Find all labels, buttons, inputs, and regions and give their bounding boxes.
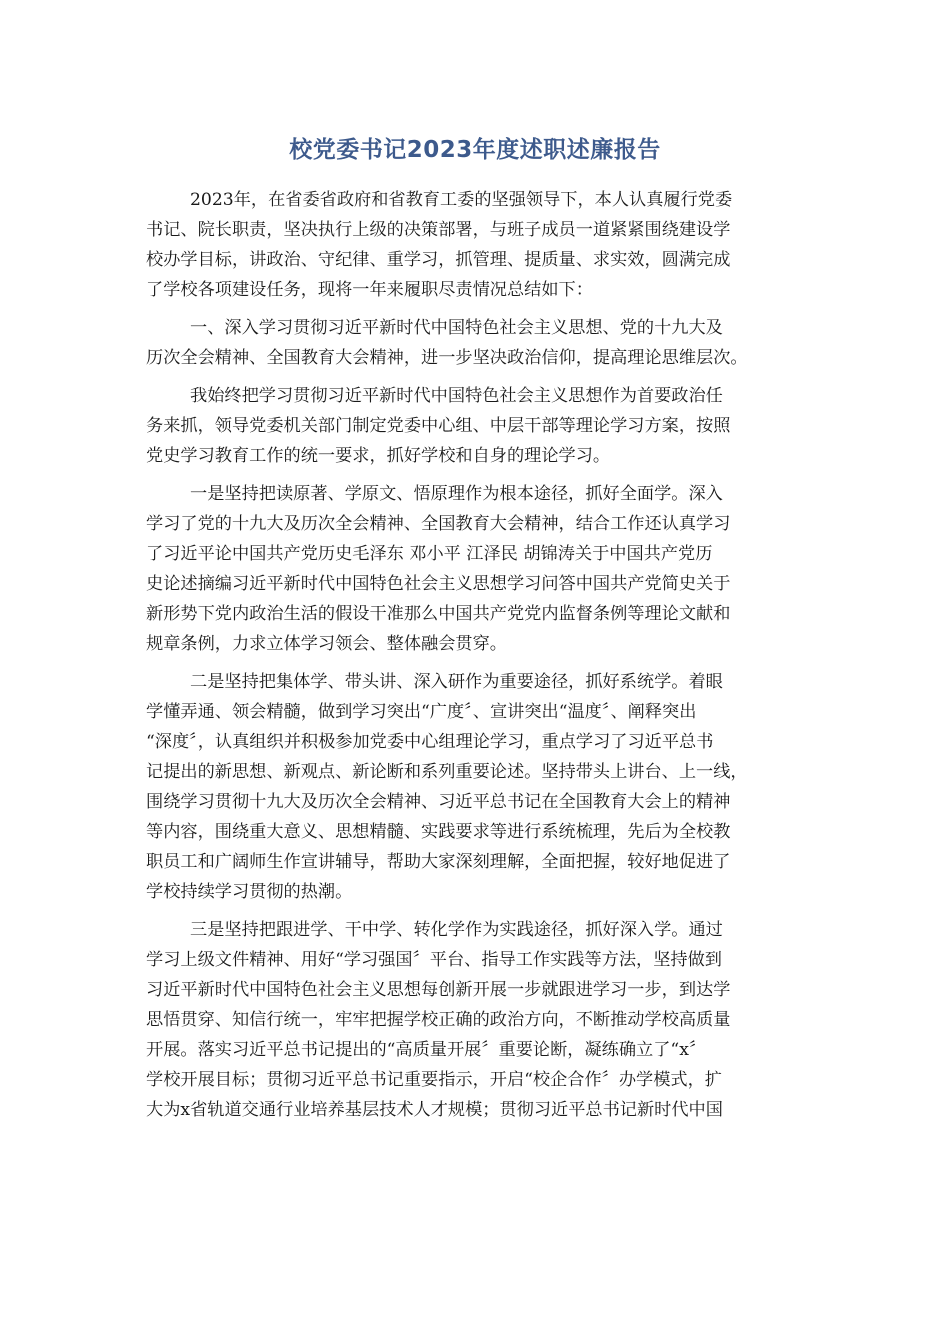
paragraph-line: 2023年，在省委省政府和省教育工委的坚强领导下，本人认真履行党委 [190, 190, 733, 210]
paragraph-line: 思悟贯穿、知信行统一，牢牢把握学校正确的政治方向，不断推动学校高质量 [146, 1010, 731, 1030]
document-title: 校党委书记2023年度述职述廉报告 [289, 137, 661, 163]
paragraph-line: 开展。落实习近平总书记提出的“高质量开展〞重要论断，凝练确立了“x〞 [146, 1040, 707, 1060]
paragraph-line: 围绕学习贯彻十九大及历次全会精神、习近平总书记在全国教育大会上的精神 [146, 792, 731, 812]
paragraph-spacer [146, 907, 806, 915]
paragraph [146, 313, 806, 373]
paragraph-line: 一、深入学习贯彻习近平新时代中国特色社会主义思想、党的十九大及 [190, 318, 723, 338]
paragraph [146, 915, 806, 1125]
paragraph-line: 二是坚持把集体学、带头讲、深入研作为重要途径，抓好系统学。着眼 [190, 672, 723, 692]
paragraph [146, 381, 806, 471]
paragraph-line: 了学校各项建设任务，现将一年来履职尽责情况总结如下： [146, 280, 593, 300]
paragraph-spacer [146, 471, 806, 479]
paragraph-line: 习近平新时代中国特色社会主义思想每创新开展一步就跟进学习一步，到达学 [146, 980, 731, 1000]
paragraph [146, 479, 806, 659]
paragraph-line: 学习上级文件精神、用好“学习强国〞平台、指导工作实践等方法，坚持做到 [146, 950, 722, 970]
paragraph-line: 史论述摘编习近平新时代中国特色社会主义思想学习问答中国共产党简史关于 [146, 574, 731, 594]
paragraph-spacer [146, 659, 806, 667]
paragraph-line: 职员工和广阔师生作宣讲辅导，帮助大家深刻理解，全面把握，较好地促进了 [146, 852, 731, 872]
paragraph-line: 学懂弄通、领会精髓，做到学习突出“广度〞、宣讲突出“温度〞、阐释突出 [146, 702, 697, 722]
paragraph-line: 校办学目标，讲政治、守纪律、重学习，抓管理、提质量、求实效，圆满完成 [146, 250, 731, 270]
paragraph-line: 书记、院长职责，坚决执行上级的决策部署，与班子成员一道紧紧围绕建设学 [146, 220, 731, 240]
paragraph-line: 学校持续学习贯彻的热潮。 [146, 882, 353, 902]
paragraph-line: 一是坚持把读原著、学原文、悟原理作为根本途径，抓好全面学。深入 [190, 484, 723, 504]
document-body [146, 185, 806, 1125]
paragraph-line: 了习近平论中国共产党历史毛泽东 邓小平 江泽民 胡锦涛关于中国共产党历 [146, 544, 713, 564]
paragraph-line: 等内容，围绕重大意义、思想精髓、实践要求等进行系统梳理，先后为全校教 [146, 822, 731, 842]
paragraph-line: 学校开展目标；贯彻习近平总书记重要指示，开启“校企合作〞办学模式，扩 [146, 1070, 722, 1090]
paragraph-line: 记提出的新思想、新观点、新论断和系列重要论述。坚持带头上讲台、上一线， [146, 762, 748, 782]
paragraph-line: 规章条例，力求立体学习领会、整体融会贯穿。 [146, 634, 507, 654]
paragraph-line: 大为x省轨道交通行业培养基层技术人才规模；贯彻习近平总书记新时代中国 [146, 1100, 723, 1120]
paragraph-line: 我始终把学习贯彻习近平新时代中国特色社会主义思想作为首要政治任 [190, 386, 723, 406]
paragraph-line: 三是坚持把跟进学、干中学、转化学作为实践途径，抓好深入学。通过 [190, 920, 723, 940]
paragraph-spacer [146, 373, 806, 381]
paragraph-line: 党史学习教育工作的统一要求，抓好学校和自身的理论学习。 [146, 446, 611, 466]
paragraph [146, 185, 806, 305]
paragraph-spacer [146, 305, 806, 313]
paragraph-line: 务来抓，领导党委机关部门制定党委中心组、中层干部等理论学习方案，按照 [146, 416, 731, 436]
paragraph-line: 学习了党的十九大及历次全会精神、全国教育大会精神，结合工作还认真学习 [146, 514, 731, 534]
paragraph-line: 历次全会精神、全国教育大会精神，进一步坚决政治信仰，提高理论思维层次。 [146, 348, 748, 368]
paragraph [146, 667, 806, 907]
paragraph-line: 新形势下党内政治生活的假设干准那么中国共产党党内监督条例等理论文献和 [146, 604, 731, 624]
paragraph-line: “深度〞，认真组织并积极参加党委中心组理论学习，重点学习了习近平总书 [146, 732, 714, 752]
